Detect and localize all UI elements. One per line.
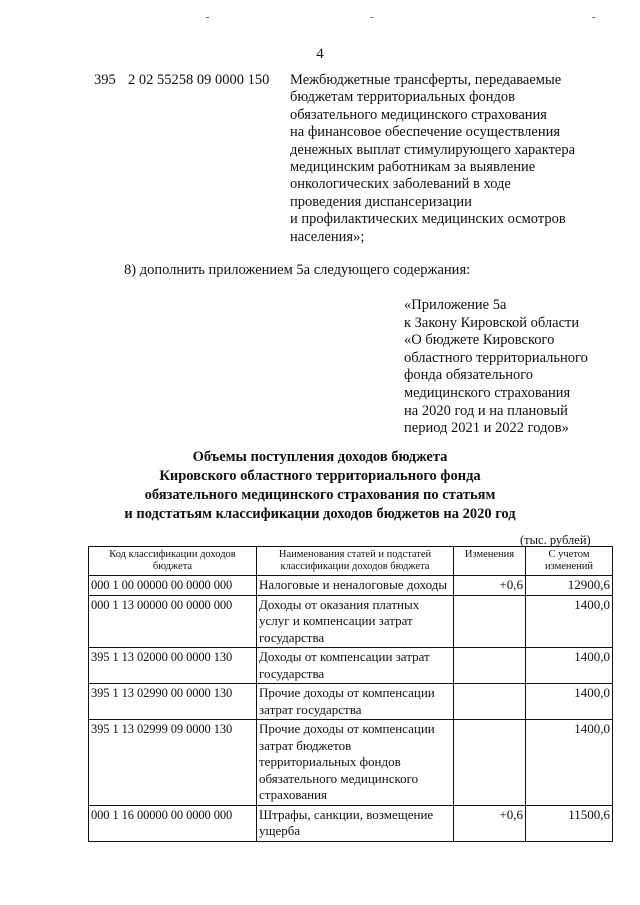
row-change: [454, 720, 526, 806]
row-name: Доходы от оказания платных услуг и компенсации затрат государства: [257, 595, 454, 648]
entry-line: на финансовое обеспечение осуществления: [290, 124, 561, 141]
row-code: 000 1 13 00000 00 0000 000: [89, 595, 257, 648]
row-code: 000 1 16 00000 00 0000 000: [89, 805, 257, 841]
entry-line: Межбюджетные трансферты, передаваемые: [290, 72, 562, 88]
appendix-line: «О бюджете Кировского: [404, 332, 555, 349]
title-line: Кировского областного территориального фонда: [159, 468, 481, 484]
row-name: Прочие доходы от компенсации затрат государства: [257, 684, 454, 720]
table-header-row: [89, 547, 613, 576]
entry-line: населения»;: [290, 228, 365, 245]
scan-mark: -: [370, 12, 374, 23]
appendix-line: областного территориального: [404, 349, 588, 366]
entry-line: обязательного медицинского страхования: [290, 106, 547, 123]
table-row: [89, 648, 613, 684]
row-total: 1400,0: [526, 684, 613, 720]
row-total: 1400,0: [526, 720, 613, 806]
row-total: 1400,0: [526, 648, 613, 684]
row-total: 12900,6: [526, 576, 613, 596]
table-row: [89, 684, 613, 720]
table-row: [89, 720, 613, 806]
appendix-line: фонда обязательного: [404, 367, 534, 384]
document-title: [0, 448, 640, 524]
title-line: и подстатьям классификации доходов бюджетов на 2020 год: [124, 506, 516, 522]
title-line: Объемы поступления доходов бюджета: [192, 449, 448, 465]
row-code: 395 1 13 02000 00 0000 130: [89, 648, 257, 684]
entry-line: проведения диспансеризации: [290, 193, 472, 210]
row-name: Прочие доходы от компенсации затрат бюджетов территориальных фондов обязательного медицинского страхования: [257, 720, 454, 806]
appendix-line: к Закону Кировской области: [404, 314, 580, 331]
row-total: 1400,0: [526, 595, 613, 648]
header-code: Код классификации доходов бюджета: [89, 547, 257, 576]
appendix-header: [404, 297, 588, 438]
entry-line: онкологических заболеваний в ходе: [290, 176, 511, 193]
entry-line: и профилактических медицинских осмотров: [290, 211, 566, 228]
revenue-table: [88, 546, 613, 842]
appendix-line: период 2021 и 2022 годов»: [404, 420, 569, 437]
row-total: 11500,6: [526, 805, 613, 841]
entry-line: бюджетам территориальных фондов: [290, 89, 515, 106]
row-change: [454, 684, 526, 720]
entry-number: 395: [94, 72, 116, 88]
row-code: 395 1 13 02999 09 0000 130: [89, 720, 257, 806]
page-number: 4: [316, 46, 324, 62]
units-label: (тыс. рублей): [520, 533, 591, 547]
table-row: [89, 595, 613, 648]
scan-mark: -: [206, 12, 210, 23]
title-line: обязательного медицинского страхования по статьям: [144, 487, 496, 503]
row-change: [454, 648, 526, 684]
header-total: С учетом изменений: [526, 547, 613, 576]
table-row: [89, 805, 613, 841]
entry-code: 2 02 55258 09 0000 150: [128, 72, 270, 88]
scan-mark: -: [592, 12, 596, 23]
header-change: Изменения: [454, 547, 526, 576]
row-code: 395 1 13 02990 00 0000 130: [89, 684, 257, 720]
appendix-line: «Приложение 5а: [404, 297, 507, 313]
appendix-line: медицинского страхования: [404, 384, 571, 401]
row-name: Доходы от компенсации затрат государства: [257, 648, 454, 684]
table-row: [89, 576, 613, 596]
row-name: Штрафы, санкции, возмещение ущерба: [257, 805, 454, 841]
entry-line: денежных выплат стимулирующего характера: [290, 141, 576, 158]
row-name: Налоговые и неналоговые доходы: [257, 576, 454, 596]
item-8-text: 8) дополнить приложением 5а следующего содержания:: [124, 262, 471, 278]
header-name: Наименования статей и подстатей классификации доходов бюджета: [257, 547, 454, 576]
row-code: 000 1 00 00000 00 0000 000: [89, 576, 257, 596]
row-change: +0,6: [454, 805, 526, 841]
appendix-line: на 2020 год и на плановый: [404, 402, 568, 419]
row-change: [454, 595, 526, 648]
row-change: +0,6: [454, 576, 526, 596]
entry-description: [290, 72, 610, 246]
entry-line: медицинским работникам за выявление: [290, 159, 536, 176]
